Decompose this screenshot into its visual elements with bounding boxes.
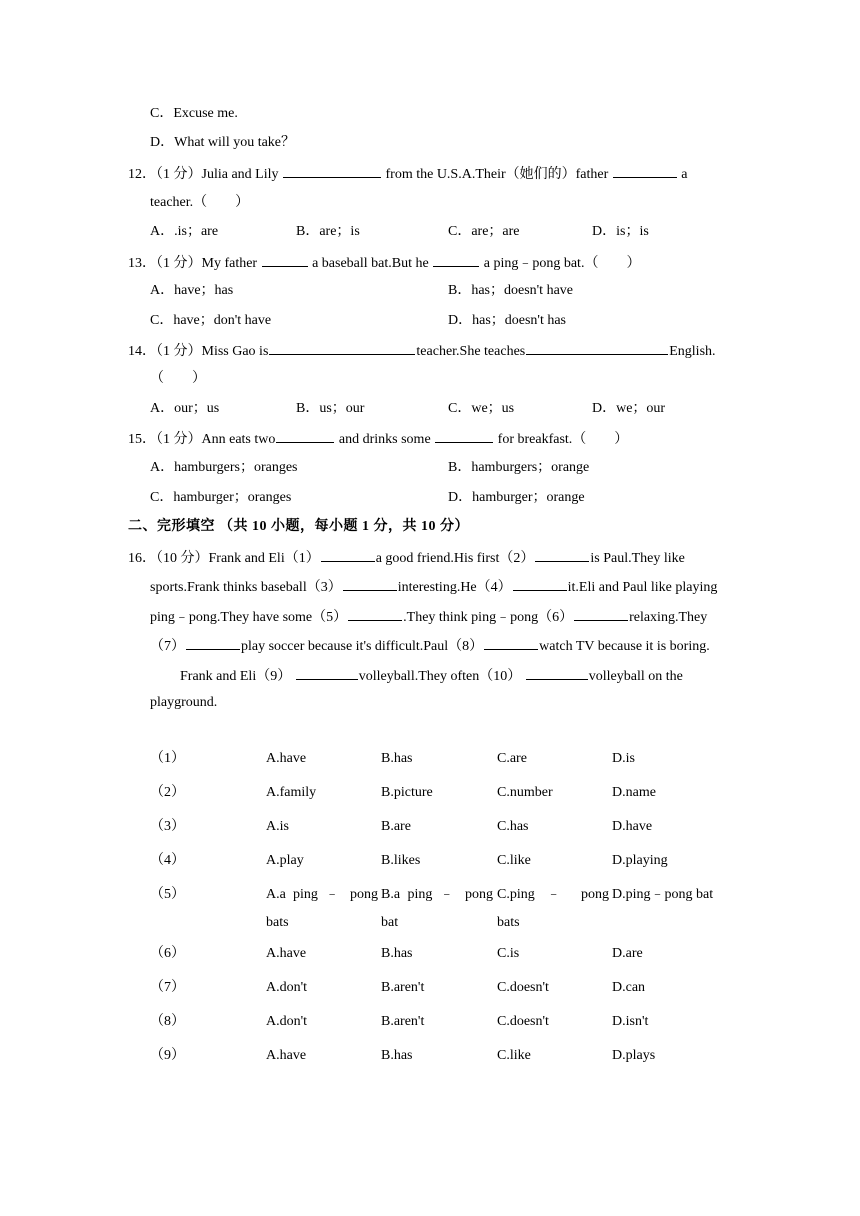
choice-b: B.are [381,819,411,834]
q12-option-d: D．is；is [592,224,649,239]
blank-3 [343,576,397,591]
q14-option-a: A．our；us [150,401,220,416]
choice-a: A.don't [266,980,308,995]
choice-d: D.is [612,751,635,766]
row-number: （6） [150,946,185,961]
choice-c-cont: bats [497,915,520,930]
section-title: 二、完形填空 （共 10 小题，每小题 1 分，共 10 分） [128,519,469,534]
q15-option-b: B．hamburgers；orange [448,460,590,475]
choice-a: A.play [266,853,304,868]
choice-b: B.has [381,1048,413,1063]
q11-option-c: C．Excuse me. [150,106,238,121]
q16-passage-line3: ping﹣pong.They have some（5） .They think ping﹣pong（6） relaxing.They [150,606,707,628]
q14-option-d: D．we；our [592,401,666,416]
choice-c: C.has [497,819,529,834]
blank-4 [513,576,567,591]
choice-a: A.have [266,1048,307,1063]
q16-passage-line4: （7） play soccer because it's difficult.Paul（8） watch TV because it is boring. [150,635,710,657]
row-number: （3） [150,819,185,834]
q13-option-b: B．has；doesn't have [448,283,574,298]
q15-stem: 15．（1 分）Ann eats two and drinks some for breakfast.（ ） [128,428,628,450]
choice-b: B.likes [381,853,421,868]
choice-c: C.is [497,946,520,961]
blank-7 [186,635,240,650]
choice-b: B.has [381,751,413,766]
choice-c: C.like [497,1048,531,1063]
blank [435,428,493,443]
choice-b: B.has [381,946,413,961]
choice-b: B.a ping ﹣ pong [381,887,493,902]
choice-b: B.aren't [381,980,425,995]
blank-6 [574,606,628,621]
blank-1 [321,547,375,562]
choice-a: A.don't [266,1014,308,1029]
q15-option-c: C．hamburger；oranges [150,490,292,505]
blank [283,163,381,178]
blank [262,252,308,267]
q13-option-c: C．have；don't have [150,313,272,328]
choice-c: C.doesn't [497,1014,549,1029]
q12-option-b: B．are；is [296,224,360,239]
blank-9 [296,665,358,680]
row-number: （5） [150,887,185,902]
choice-d: D.name [612,785,656,800]
row-number: （4） [150,853,185,868]
choice-c: C.ping ﹣ pong [497,887,609,902]
choice-a: A.is [266,819,289,834]
q12-option-c: C．are；are [448,224,520,239]
choice-b-cont: bat [381,915,399,930]
q11-option-d: D．What will you take？ [150,135,296,150]
choice-d: D.plays [612,1048,656,1063]
choice-d: D.isn't [612,1014,649,1029]
choice-d: D.playing [612,853,668,868]
q12-stem-line2: teacher.（ ） [150,195,250,210]
choice-d: D.have [612,819,653,834]
q13-option-a: A．have；has [150,283,234,298]
q15-option-a: A．hamburgers；oranges [150,460,298,475]
blank-2 [535,547,589,562]
q14-option-b: B．us；our [296,401,365,416]
blank [269,340,415,355]
choice-d: D.ping﹣pong bat [612,887,714,902]
blank [526,340,668,355]
q15-option-d: D．hamburger；orange [448,490,585,505]
choice-c: C.number [497,785,553,800]
blank-5 [348,606,402,621]
choice-b: B.aren't [381,1014,425,1029]
row-number: （8） [150,1014,185,1029]
q12-option-a: A．.is；are [150,224,219,239]
q13-option-d: D．has；doesn't has [448,313,567,328]
q16-passage-line2: sports.Frank thinks baseball（3） interesting.He（4） it.Eli and Paul like playing [150,576,717,598]
row-number: （9） [150,1048,185,1063]
blank-10 [526,665,588,680]
blank [276,428,334,443]
choice-a: A.family [266,785,317,800]
choice-c: C.are [497,751,527,766]
blank [613,163,677,178]
blank [433,252,479,267]
choice-d: D.are [612,946,643,961]
choice-d: D.can [612,980,646,995]
choice-c: C.like [497,853,531,868]
choice-a-cont: bats [266,915,289,930]
choice-a: A.have [266,946,307,961]
q16-passage-line6: playground. [150,695,218,710]
q13-stem: 13．（1 分）My father a baseball bat.But he a ping﹣pong bat.（ ） [128,252,640,274]
choice-b: B.picture [381,785,433,800]
row-number: （7） [150,980,185,995]
choice-a: A.have [266,751,307,766]
q14-option-c: C．we；us [448,401,515,416]
q16-passage-line1: 16．（10 分）Frank and Eli（1） a good friend.His first（2） is Paul.They like [128,547,732,569]
choice-c: C.doesn't [497,980,549,995]
row-number: （2） [150,785,185,800]
choice-a: A.a ping ﹣ pong [266,887,378,902]
q12-stem-line1: 12．（1 分）Julia and Lily from the U.S.A.Their（她们的）father a [128,163,688,185]
blank-8 [484,635,538,650]
q14-stem-line1: 14．（1 分）Miss Gao is teacher.She teaches English. [128,340,716,362]
q14-stem-line2: （ ） [150,371,206,386]
row-number: （1） [150,751,185,766]
q16-passage-line5: Frank and Eli（9） volleyball.They often（10） volleyball on the [180,665,683,687]
